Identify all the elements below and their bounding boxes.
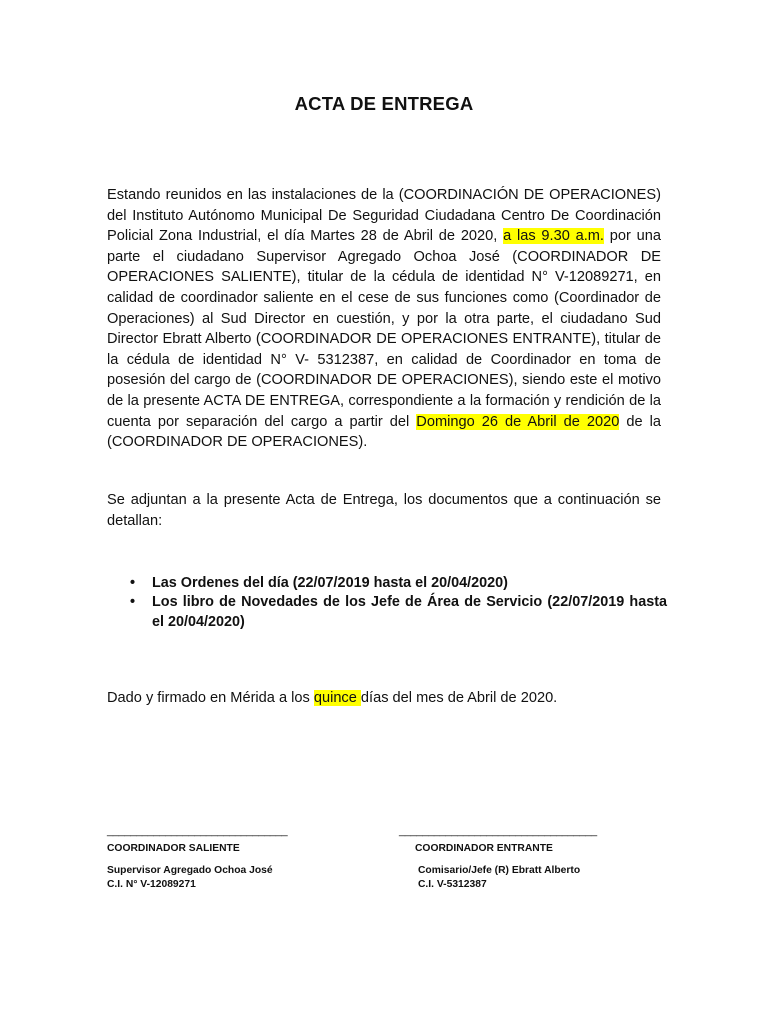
signature-role: COORDINADOR ENTRANTE [415, 843, 553, 854]
signature-block-incoming [399, 825, 597, 892]
list-item-text: Los libro de Novedades de los Jefe de Área de Servicio (22/07/2019 hasta el 20/04/2020) [152, 594, 667, 630]
list-item [130, 593, 667, 632]
document-title: ACTA DE ENTREGA [294, 93, 474, 114]
documents-list [130, 574, 667, 632]
paragraph-text: Estando reunidos en las instalaciones de la (COORDINACIÓN DE OPERACIONES) del Instituto Autónomo Municipal De Seguridad Ciudadana Centro De Coordinación Policial Zona Industrial, el día Martes 28 de Abril de 2020, [107, 187, 661, 245]
signature-id: C.I. V-5312387 [418, 879, 487, 890]
signature-name: Supervisor Agregado Ochoa José [107, 865, 273, 876]
list-item [130, 574, 667, 593]
bullet-icon: • [130, 594, 136, 611]
signature-id: C.I. N° V-12089271 [107, 879, 196, 890]
signature-block-outgoing [107, 825, 287, 892]
highlighted-date: Domingo 26 de Abril de 2020 [416, 413, 620, 430]
signature-line: _______________________________ [107, 825, 288, 837]
signature-name: Comisario/Jefe (R) Ebratt Alberto [418, 865, 581, 876]
paragraph-acta-details [107, 185, 661, 453]
signature-line: __________________________________ [399, 825, 597, 837]
closing-text: Dado y firmado en Mérida a los [107, 690, 314, 706]
paragraph-attachments: Se adjuntan a la presente Acta de Entrega, los documentos que a continuación se detallan: [107, 492, 661, 529]
closing-text: días del mes de Abril de 2020. [360, 690, 558, 706]
bullet-icon: • [130, 575, 136, 591]
paragraph-text: por una parte el ciudadano Supervisor Agregado Ochoa José (COORDINADOR DE OPERACIONES SALIENTE), titular de la cédula de identidad N° V-12089271, en calidad de coordinador saliente en el cese de sus funciones como (Coordinador de Operaciones) al Sud Director en cuestión, y por la otra parte, el ciudadano Sud Director Ebratt Alberto (COORDINADOR DE OPERACIONES ENTRANTE), titular de la cédula de identidad N° V- 5312387, en calidad de Coordinador en toma de posesión del cargo de (COORDINADOR DE OPERACIONES), siendo este el motivo de la presente ACTA DE ENTREGA, correspondiente a la formación y rendición de la cuenta por separación del cargo a partir del [107, 228, 661, 430]
highlighted-time: a las 9.30 a.m. [503, 228, 604, 245]
signature-role: COORDINADOR SALIENTE [107, 843, 240, 854]
highlighted-day: quince [313, 690, 361, 706]
closing-statement [107, 688, 557, 708]
list-item-text: Las Ordenes del día (22/07/2019 hasta el 20/04/2020) [152, 575, 508, 591]
paragraph-text: de la (COORDINADOR DE OPERACIONES). [107, 413, 661, 451]
